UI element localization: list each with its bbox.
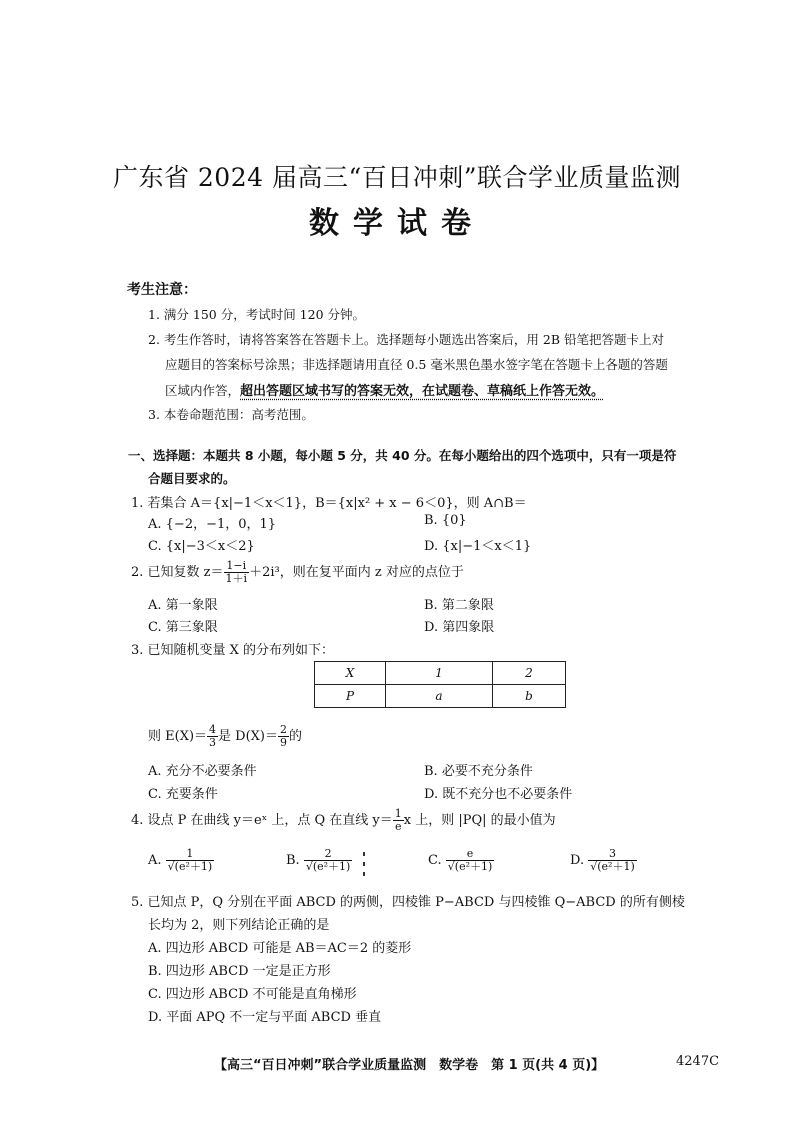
notice-heading: 考生注意：	[127, 282, 197, 298]
question-4-option-d-denominator: √(e²＋1)	[590, 860, 635, 873]
question-5-option-b: B. 四边形 ABCD 一定是正方形	[148, 964, 331, 979]
question-4-option-a-fraction	[166, 848, 215, 873]
question-2-fraction-denominator: 1＋i	[225, 572, 248, 585]
page-footer: 【高三“百日冲刺”联合学业质量监测 数学卷 第 1 页(共 4 页)】	[214, 1058, 605, 1073]
question-2-option-a: A. 第一象限	[148, 598, 218, 613]
question-3-option-a: A. 充分不必要条件	[148, 764, 257, 779]
question-4-option-b-label: B.	[286, 853, 300, 868]
table-row	[315, 662, 566, 685]
question-2-stem-pre: 2. 已知复数 z＝	[131, 565, 224, 580]
question-5-option-c: C. 四边形 ABCD 不可能是直角梯形	[148, 987, 357, 1002]
question-4-option-c-fraction	[446, 848, 495, 873]
exam-title: 广东省 2024 届高三“百日冲刺”联合学业质量监测	[112, 163, 682, 192]
notice-item-2-line-2: 应题目的答案标号涂黑；非选择题请用直径 0.5 毫米黑色墨水签字笔在答题卡上各题的答题	[165, 357, 668, 372]
question-1-option-a: A. {−2，−1，0，1}	[148, 517, 277, 532]
table-cell: 2	[493, 662, 566, 685]
question-4-option-d-label: D.	[570, 853, 585, 868]
exam-subject-title: 数学试卷	[309, 206, 485, 241]
question-3-stem: 3. 已知随机变量 X 的分布列如下：	[131, 643, 335, 658]
question-3-d-denominator: 9	[280, 736, 287, 749]
question-4-option-a-denominator: √(e²＋1)	[167, 860, 213, 873]
question-2-fraction-numerator: 1−i	[224, 560, 250, 573]
scan-mark	[363, 872, 365, 876]
question-4-option-d-fraction	[588, 848, 637, 873]
question-5-option-d: D. 平面 APQ 不一定与平面 ABCD 垂直	[148, 1010, 382, 1025]
question-4-stem	[131, 808, 556, 833]
question-4-slope-denominator: e	[395, 820, 402, 833]
table-cell: 1	[386, 662, 493, 685]
question-4-option-b-fraction	[304, 848, 353, 873]
question-3-d-numerator: 2	[280, 723, 287, 736]
question-2-fraction	[224, 560, 250, 585]
question-2-stem	[131, 560, 464, 585]
question-5-option-a: A. 四边形 ABCD 可能是 AB＝AC＝2 的菱形	[148, 941, 412, 956]
question-3-e-fraction	[207, 724, 218, 749]
table-cell: b	[493, 685, 566, 708]
notice-item-3: 3. 本卷命题范围：高考范围。	[148, 407, 314, 422]
notice-item-2-line-3	[165, 380, 604, 399]
scan-mark	[363, 852, 365, 856]
question-3-e-denominator: 3	[209, 736, 217, 749]
question-3-condition	[148, 724, 302, 749]
notice-item-2-emphasis: 超出答题区域书写的答案无效，在试题卷、草稿纸上作答无效。	[240, 384, 605, 399]
question-1-option-c: C. {x|−3＜x＜2}	[148, 539, 255, 554]
question-4-stem-pre: 4. 设点 P 在曲线 y＝eˣ 上，点 Q 在直线 y＝	[131, 813, 393, 828]
paper-code: 4247C	[676, 1054, 720, 1069]
question-5-stem-line-2: 长均为 2，则下列结论正确的是	[148, 918, 330, 933]
question-4-option-b-denominator: √(e²＋1)	[305, 860, 351, 873]
scan-mark	[363, 862, 365, 866]
question-4-option-b	[286, 848, 352, 873]
question-4-option-d-numerator: 3	[588, 848, 637, 861]
question-4-slope-numerator: 1	[394, 807, 402, 820]
question-4-option-d	[570, 848, 637, 873]
question-2-option-c: C. 第三象限	[148, 620, 218, 635]
question-2-stem-post: ＋2i³，则在复平面内 z 对应的点位于	[249, 565, 464, 580]
distribution-table	[314, 661, 566, 708]
question-4-option-c-label: C.	[428, 853, 442, 868]
section-1-heading-cont: 合题目要求的。	[148, 471, 236, 486]
question-2-option-d: D. 第四象限	[424, 620, 495, 635]
table-cell: X	[315, 662, 386, 685]
section-1-heading: 一、选择题：本题共 8 小题，每小题 5 分，共 40 分。在每小题给出的四个选项中，只有一项是符	[128, 448, 677, 463]
question-2-option-b: B. 第二象限	[424, 598, 494, 613]
question-3-option-c: C. 充要条件	[148, 787, 218, 802]
question-4-stem-post: x 上，则 |PQ| 的最小值为	[403, 813, 556, 828]
question-4-option-c-numerator: e	[446, 848, 495, 861]
question-3-e-numerator: 4	[209, 723, 217, 736]
question-4-slope-fraction	[393, 808, 404, 833]
question-3-d-fraction	[278, 724, 289, 749]
question-3-option-d: D. 既不充分也不必要条件	[424, 787, 573, 802]
question-3-cond-mid: 是 D(X)＝	[218, 729, 278, 744]
table-row	[315, 685, 566, 708]
notice-item-1: 1. 满分 150 分，考试时间 120 分钟。	[148, 307, 366, 322]
question-4-option-a-label: A.	[148, 853, 162, 868]
question-4-option-c	[428, 848, 494, 873]
question-3-option-b: B. 必要不充分条件	[424, 764, 533, 779]
question-4-option-b-numerator: 2	[304, 848, 353, 861]
question-4-option-c-denominator: √(e²＋1)	[447, 860, 493, 873]
table-cell: a	[386, 685, 493, 708]
question-3-cond-post: 的	[289, 729, 303, 744]
notice-item-2-line-3a: 区域内作答，	[165, 383, 241, 398]
table-cell: P	[315, 685, 386, 708]
question-1-option-b: B. {0}	[424, 513, 467, 528]
question-3-cond-pre: 则 E(X)＝	[148, 729, 208, 744]
question-1-stem: 1. 若集合 A＝{x|−1＜x＜1}，B＝{x|x² + x − 6＜0}，则 A∩B＝	[131, 496, 527, 511]
question-5-stem-line-1: 5. 已知点 P，Q 分别在平面 ABCD 的两侧，四棱锥 P−ABCD 与四棱锥 Q−ABCD 的所有侧棱	[131, 895, 685, 910]
question-4-option-a-numerator: 1	[166, 848, 215, 861]
question-1-option-d: D. {x|−1＜x＜1}	[424, 539, 532, 554]
notice-item-2-line-1: 2. 考生作答时，请将答案答在答题卡上。选择题每小题选出答案后，用 2B 铅笔把答题卡上对	[148, 332, 664, 347]
question-4-option-a	[148, 848, 214, 873]
